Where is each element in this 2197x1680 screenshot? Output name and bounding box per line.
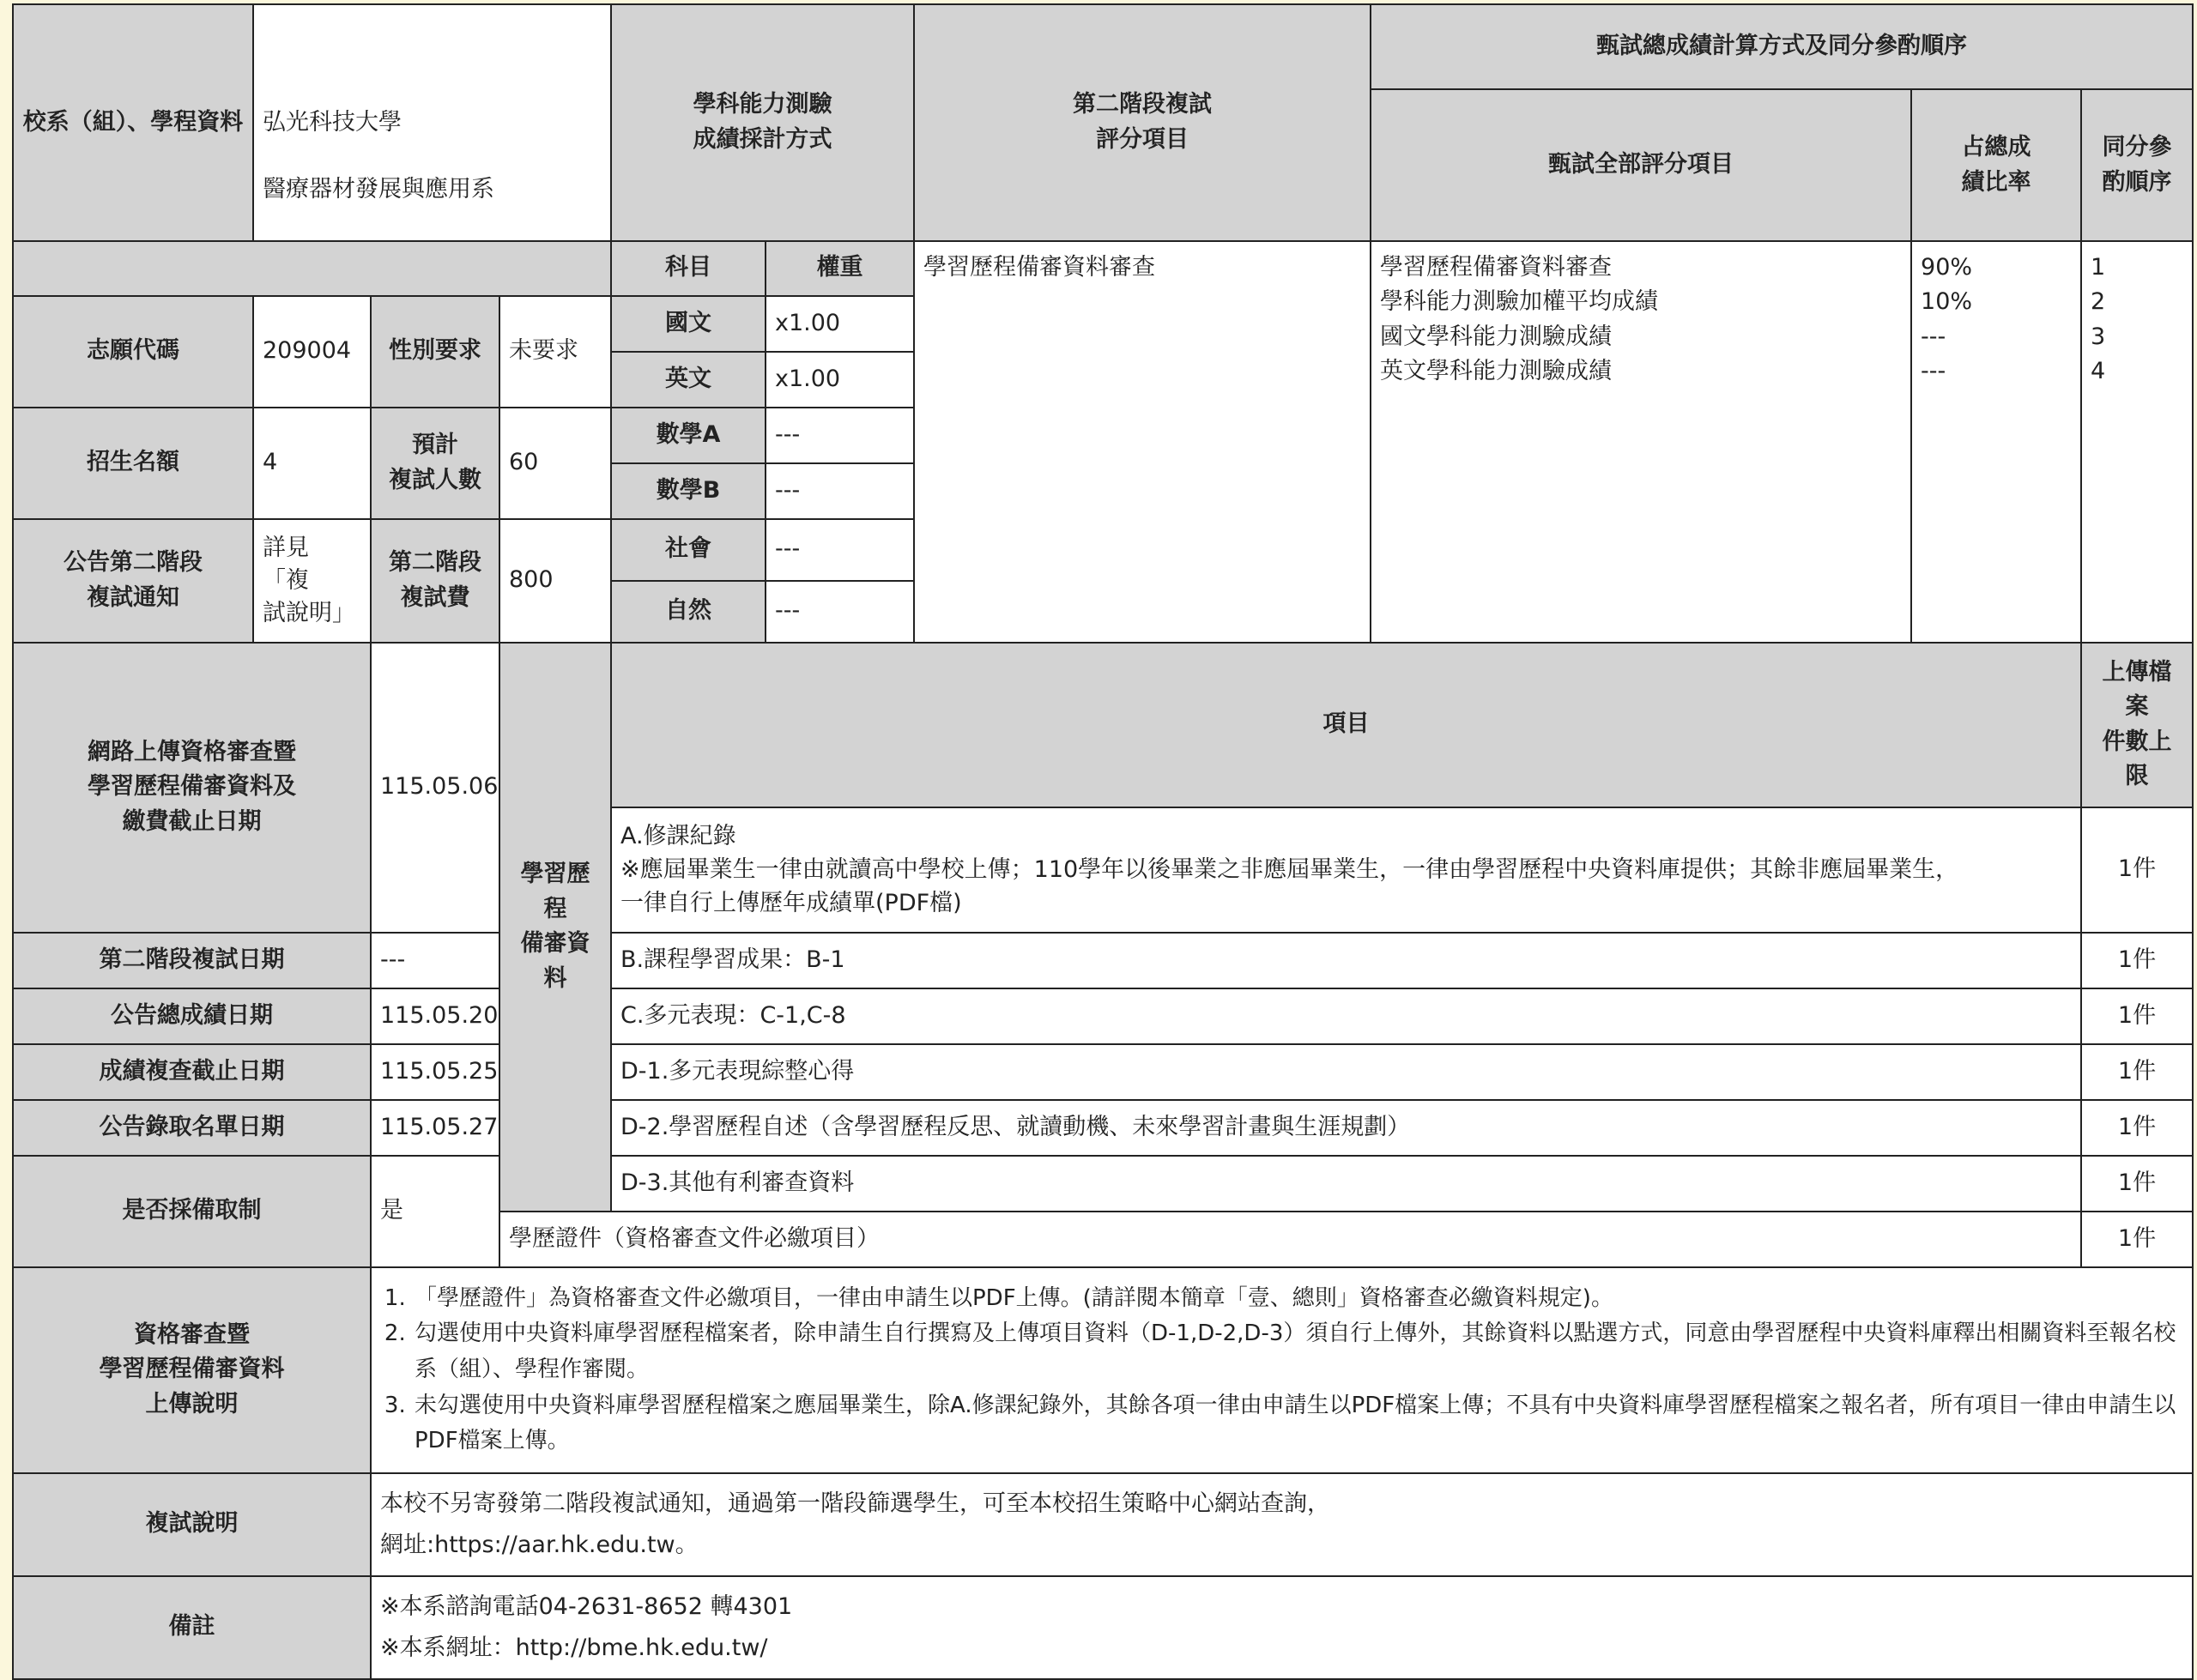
scoring-ratio: --- <box>1921 358 1946 385</box>
subject-name: 數學A <box>611 408 766 463</box>
upload-deadline-value: 115.05.06 <box>371 643 499 933</box>
recheck-date-label: 成績複查截止日期 <box>13 1044 371 1100</box>
stage2-desc <box>371 1473 2193 1576</box>
scoring-order: 1 <box>2091 253 2106 281</box>
expected-value: 60 <box>499 408 611 519</box>
gender-value: 未要求 <box>499 296 611 408</box>
code-value: 209004 <box>253 296 371 408</box>
scoring-ratio: --- <box>1921 323 1946 350</box>
scoring-item: 英文學科能力測驗成績 <box>1380 358 1613 385</box>
portfolio-item: D-1.多元表現綜整心得 <box>611 1044 2081 1100</box>
upload-limit: 1件 <box>2081 1044 2193 1100</box>
quota-label: 招生名額 <box>13 408 253 519</box>
score-date-value: 115.05.20 <box>371 988 499 1044</box>
portfolio-group-label: 學習歷 程 備審資 料 <box>499 643 611 1212</box>
code-label: 志願代碼 <box>13 296 253 408</box>
order-header: 同分參 酌順序 <box>2081 89 2193 240</box>
cert-limit: 1件 <box>2081 1212 2193 1267</box>
upload-notes-label: 資格審查暨 學習歷程備審資料 上傳說明 <box>13 1267 371 1473</box>
dept-info <box>253 4 611 241</box>
weight-header: 權重 <box>766 241 914 296</box>
score-date-label: 公告總成績日期 <box>13 988 371 1044</box>
subject-weight: --- <box>766 519 914 581</box>
scoring-ratios <box>1911 241 2081 643</box>
subject-weight: --- <box>766 463 914 519</box>
scoring-item: 國文學科能力測驗成績 <box>1380 323 1613 350</box>
subject-header: 科目 <box>611 241 766 296</box>
admission-info-page <box>12 3 2192 1661</box>
portfolio-item: D-3.其他有利審查資料 <box>611 1156 2081 1212</box>
portfolio-item: A.修課紀錄 ※應屆畢業生一律由就讀高中學校上傳；110學年以後畢業之非應屆畢業生，一律由學習歷程中央資料庫提供；其餘非應屆畢業生， 一律自行上傳歷年成績單(PDF檔) <box>611 807 2081 933</box>
subject-name: 數學B <box>611 463 766 519</box>
subject-weight: --- <box>766 581 914 643</box>
scoring-order: 2 <box>2091 288 2106 316</box>
upload-notes <box>371 1267 2193 1473</box>
portfolio-item: C.多元表現：C-1,C-8 <box>611 988 2081 1044</box>
total-score-header: 甄試總成績計算方式及同分參酌順序 <box>1371 4 2193 89</box>
blank-cell <box>13 241 611 296</box>
subject-weight: --- <box>766 408 914 463</box>
scoring-item: 學習歷程備審資料審查 <box>1380 253 1613 281</box>
scoring-ratio: 90% <box>1921 253 1973 281</box>
notice-label: 公告第二階段 複試通知 <box>13 519 253 643</box>
admission-table <box>12 3 2194 1680</box>
stage2-items: 學習歷程備審資料審查 <box>914 241 1371 643</box>
upload-note: 1. 「學歷證件」為資格審查文件必繳項目，一律由申請生以PDF上傳。(請詳閱本簡章「壹、總則」資格審查必繳資料規定)。 <box>413 1281 2183 1317</box>
stage2-header: 第二階段複試 評分項目 <box>914 4 1371 241</box>
scoring-orders <box>2081 241 2193 643</box>
admit-date-value: 115.05.27 <box>371 1100 499 1156</box>
stage2-desc-line: 網址:https://aar.hk.edu.tw。 <box>380 1531 699 1558</box>
stage2-desc-label: 複試說明 <box>13 1473 371 1576</box>
subject-weight: x1.00 <box>766 296 914 352</box>
scoring-order: 3 <box>2091 323 2106 350</box>
gender-label: 性別要求 <box>371 296 499 408</box>
ratio-header: 占總成 績比率 <box>1911 89 2081 240</box>
subject-name: 國文 <box>611 296 766 352</box>
remarks-line: ※本系諮詢電話04-2631-8652 轉4301 <box>380 1593 793 1621</box>
recheck-date-value: 115.05.25 <box>371 1044 499 1100</box>
portfolio-item: D-2.學習歷程自述（含學習歷程反思、就讀動機、未來學習計畫與生涯規劃） <box>611 1100 2081 1156</box>
remarks-label: 備註 <box>13 1576 371 1679</box>
subject-name: 自然 <box>611 581 766 643</box>
school-name: 弘光科技大學 <box>263 109 402 136</box>
portfolio-item-header: 項目 <box>611 643 2081 807</box>
portfolio-item: B.課程學習成果：B-1 <box>611 933 2081 988</box>
scoring-order: 4 <box>2091 358 2106 385</box>
upload-limit: 1件 <box>2081 988 2193 1044</box>
subject-name: 英文 <box>611 352 766 408</box>
stage2-desc-line: 本校不另寄發第二階段複試通知，通過第一階段篩選學生，可至本校招生策略中心網站查詢， <box>380 1490 1330 1518</box>
fee-label: 第二階段 複試費 <box>371 519 499 643</box>
expected-label: 預計 複試人數 <box>371 408 499 519</box>
quota-value: 4 <box>253 408 371 519</box>
exam-method-header: 學科能力測驗 成績採計方式 <box>611 4 914 241</box>
remarks-line: ※本系網址：http://bme.hk.edu.tw/ <box>380 1634 768 1661</box>
cert-item: 學歷證件（資格審查文件必繳項目） <box>499 1212 2081 1267</box>
backup-value: 是 <box>371 1156 499 1267</box>
upload-limit: 1件 <box>2081 933 2193 988</box>
backup-label: 是否採備取制 <box>13 1156 371 1267</box>
upload-note: 2. 勾選使用中央資料庫學習歷程檔案者，除申請生自行撰寫及上傳項目資料（D-1,D-2,D-3）須自行上傳外，其餘資料以點選方式，同意由學習歷程中央資料庫釋出相關資料至報名校系（組）、學程作審閱。 <box>413 1316 2183 1387</box>
upload-deadline-label: 網路上傳資格審查暨 學習歷程備審資料及 繳費截止日期 <box>13 643 371 933</box>
subject-weight: x1.00 <box>766 352 914 408</box>
stage2-date-value: --- <box>371 933 499 988</box>
remarks <box>371 1576 2193 1679</box>
subject-name: 社會 <box>611 519 766 581</box>
upload-limit-header: 上傳檔 案 件數上 限 <box>2081 643 2193 807</box>
scoring-ratio: 10% <box>1921 288 1973 316</box>
upload-limit: 1件 <box>2081 1100 2193 1156</box>
scoring-items <box>1371 241 1911 643</box>
scoring-item: 學科能力測驗加權平均成績 <box>1380 288 1659 316</box>
upload-note: 3. 未勾選使用中央資料庫學習歷程檔案之應屆畢業生，除A.修課紀錄外，其餘各項一律由申請生以PDF檔案上傳；不具有中央資料庫學習歷程檔案之報名者，所有項目一律由申請生以PDF檔案上傳。 <box>413 1388 2183 1459</box>
upload-limit: 1件 <box>2081 807 2193 933</box>
stage2-date-label: 第二階段複試日期 <box>13 933 371 988</box>
dept-label: 校系（組）、學程資料 <box>13 4 253 241</box>
fee-value: 800 <box>499 519 611 643</box>
admit-date-label: 公告錄取名單日期 <box>13 1100 371 1156</box>
notice-value: 詳見 「複 試說明」 <box>253 519 371 643</box>
dept-name: 醫療器材發展與應用系 <box>263 176 494 203</box>
upload-limit: 1件 <box>2081 1156 2193 1212</box>
all-items-header: 甄試全部評分項目 <box>1371 89 1911 240</box>
